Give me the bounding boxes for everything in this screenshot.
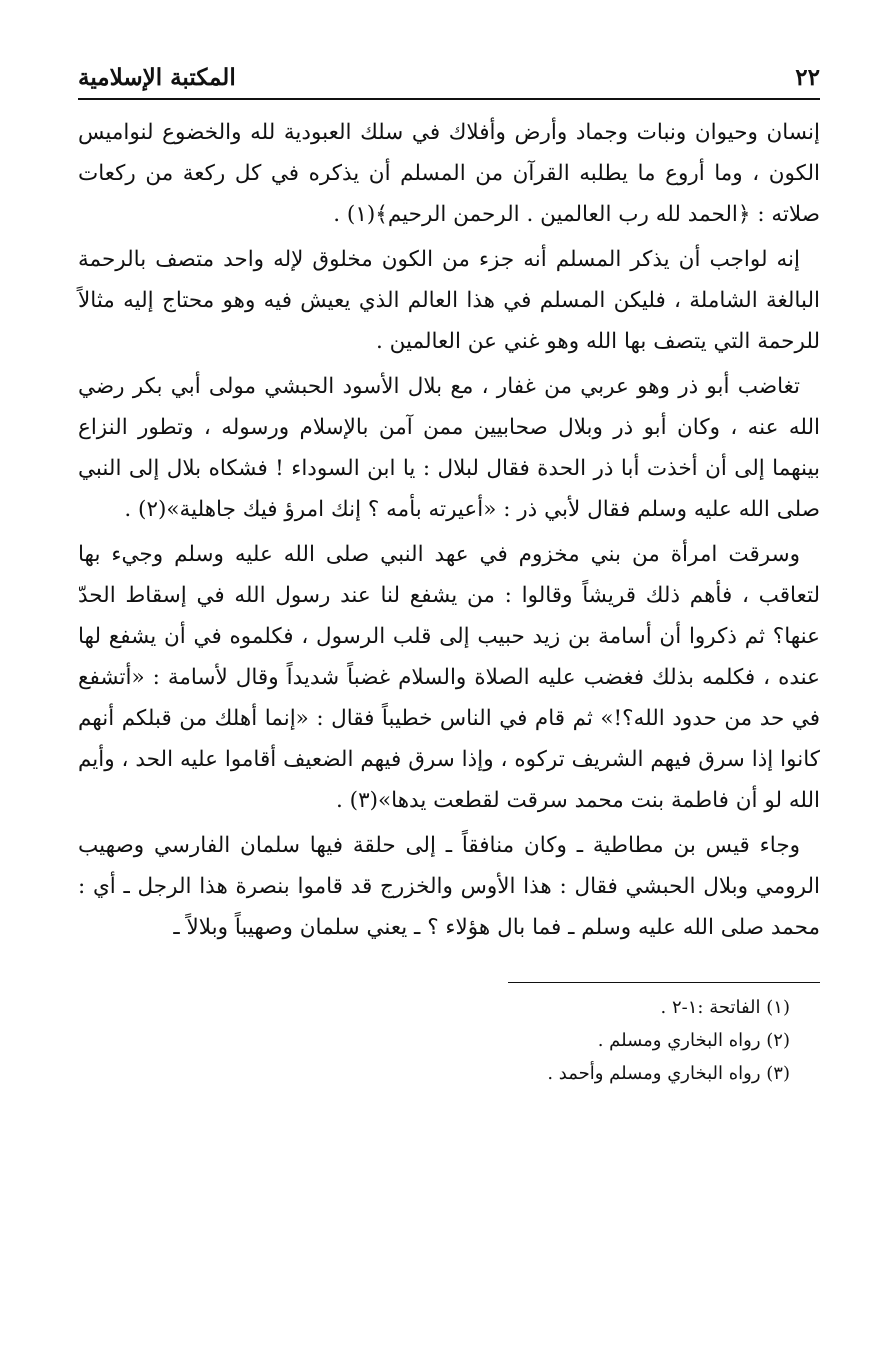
book-title: المكتبة الإسلامية xyxy=(78,64,236,91)
paragraph: وجاء قيس بن مطاطية ـ وكان منافقاً ـ إلى حلقة فيها سلمان الفارسي وصهيب الرومي وبلال الحبشي فقال : هذا الأوس والخزرج قد قاموا بنصرة هذا الرجل ـ أي : محمد صلى الله عليه وسلم ـ فما بال هؤلاء ؟ ـ يعني سلمان وصهيباً وبلالاً ـ xyxy=(78,833,820,940)
footnotes xyxy=(78,991,820,1090)
footnote-divider xyxy=(508,982,820,983)
footnote: (١) الفاتحة :١-٢ . xyxy=(660,997,790,1018)
footnote: (٢) رواه البخاري ومسلم . xyxy=(597,1030,790,1051)
paragraph: وسرقت امرأة من بني مخزوم في عهد النبي صلى الله عليه وسلم وجيء بها لتعاقب ، فأهم ذلك قريشاً وقالوا : من يشفع لنا عند رسول الله في إسقاط الحدّ عنها؟ ثم ذكروا أن أسامة بن زيد حبيب إلى قلب الرسول ، فكلموه في أن يشفع لها عنده ، فكلمه بذلك فغضب عليه الصلاة والسلام غضباً شديداً وقال لأسامة : «أتشفع في حد من حدود الله؟!» ثم قام في الناس خطيباً فقال : «إنما أهلك من قبلكم أنهم كانوا إذا سرق فيهم الشريف تركوه ، وإذا سرق فيهم الضعيف أقاموا عليه الحد ، وأيم الله لو أن فاطمة بنت محمد سرقت لقطعت يدها»(٣) . xyxy=(78,542,820,813)
paragraph: إنسان وحيوان ونبات وجماد وأرض وأفلاك في سلك العبودية لله والخضوع لنواميس الكون ، وما أروع ما يطلبه القرآن من المسلم أن يذكره في كل ركعة من ركعات صلاته : ﴿الحمد لله رب العالمين . الرحمن الرحيم﴾(١) . xyxy=(78,120,820,227)
page-number: ٢٢ xyxy=(795,64,820,91)
main-text xyxy=(78,112,820,948)
running-header xyxy=(78,56,820,100)
paragraph: إنه لواجب أن يذكر المسلم أنه جزء من الكون مخلوق لإله واحد متصف بالرحمة البالغة الشاملة ، فليكن المسلم في هذا العالم الذي يعيش فيه وهو محتاج إليه مثالاً للرحمة التي يتصف بها الله وهو غني عن العالمين . xyxy=(78,247,820,354)
paragraph: تغاضب أبو ذر وهو عربي من غفار ، مع بلال الأسود الحبشي مولى أبي بكر رضي الله عنه ، وكان أبو ذر وبلال صحابيين ممن آمن بالإسلام ورسوله ، وتطور النزاع بينهما إلى أن أخذت أبا ذر الحدة فقال لبلال : يا ابن السوداء ! فشكاه بلال إلى النبي صلى الله عليه وسلم فقال لأبي ذر : «أعيرته بأمه ؟ إنك امرؤ فيك جاهلية»(٢) . xyxy=(78,374,820,522)
book-page xyxy=(78,56,820,1316)
footnote: (٣) رواه البخاري ومسلم وأحمد . xyxy=(547,1063,790,1084)
